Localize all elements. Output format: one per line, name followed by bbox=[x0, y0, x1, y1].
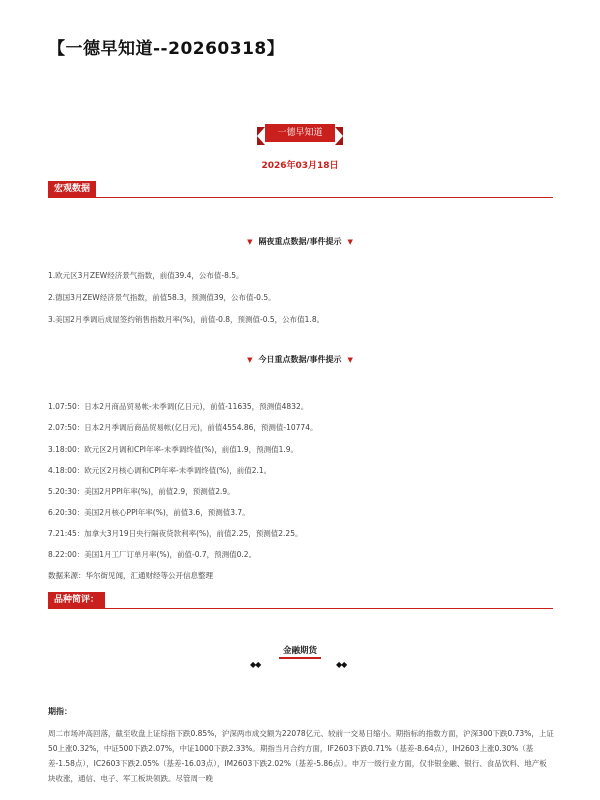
today-item: 1.07:50：日本2月商品贸易帐-未季调(亿日元)，前值-11635，预测值4832。 bbox=[48, 402, 309, 411]
today-heading bbox=[0, 354, 600, 365]
overnight-heading bbox=[0, 236, 600, 247]
today-item: 2.07:50：日本2月季调后商品贸易帐(亿日元)，前值4554.86，预测值-10774。 bbox=[48, 423, 318, 432]
today-item: 6.20:30：美国2月核心PPI年率(%)，前值3.6，预测值3.7。 bbox=[48, 508, 250, 517]
banner-ribbon: 一德早知道 bbox=[265, 124, 334, 142]
today-item: 3.18:00：欧元区2月调和CPI年率-未季调终值(%)，前值1.9，预测值1.9。 bbox=[48, 445, 299, 454]
banner bbox=[0, 124, 600, 146]
report-date: 2026年03月18日 bbox=[261, 161, 339, 171]
overnight-item: 1.欧元区3月ZEW经济景气指数，前值39.4，公布值-8.5。 bbox=[48, 271, 244, 280]
futures-title: 金融期货 bbox=[282, 646, 317, 656]
overnight-item: 2.德国3月ZEW经济景气指数，前值58.3，预测值39，公布值-0.5。 bbox=[48, 293, 276, 302]
data-source: 数据来源：华尔街见闻，汇通财经等公开信息整理 bbox=[48, 571, 213, 580]
varieties-section-tag: 品种简评： bbox=[48, 592, 105, 608]
today-heading-text: 今日重点数据/事件提示 bbox=[258, 355, 342, 364]
futures-underline bbox=[279, 657, 321, 659]
today-item: 4.18:00：欧元区2月核心调和CPI年率-未季调终值(%)，前值2.1。 bbox=[48, 466, 272, 475]
macro-section-header bbox=[48, 181, 553, 198]
triangle-icon: ▼ bbox=[347, 356, 353, 364]
today-item: 5.20:30：美国2月PPI年率(%)，前值2.9，预测值2.9。 bbox=[48, 487, 235, 496]
today-item: 8.22:00：美国1月工厂订单月率(%)，前值-0.7，预测值0.2。 bbox=[48, 550, 257, 559]
diamond-icon: ◆◆ bbox=[336, 660, 347, 669]
today-item: 7.21:45：加拿大3月19日央行隔夜贷款利率(%)，前值2.25，预测值2.25。 bbox=[48, 529, 303, 538]
triangle-icon: ▼ bbox=[247, 356, 253, 364]
overnight-item: 3.美国2月季调后成屋签约销售指数月率(%)，前值-0.8，预测值-0.5，公布值1.8。 bbox=[48, 315, 325, 324]
diamond-icon: ◆◆ bbox=[250, 660, 261, 669]
index-futures-text: 周二市场冲高回落，截至收盘上证综指下跌0.85%，沪深两市成交额为22078亿元、较前一交易日缩小。期指标的指数方面，沪深300下跌0.73%，上证50上涨0.32%，中证500下跌2.07%，中证1000下跌2.33%。期指当月合约方面，IF2603下跌0.71%（基差-8.64点），IH2603上涨0.30%（基差-1.58点），IC2603下跌2.05%（基差-16.03点），IM2603下跌2.02%（基差-5.86点）。申万一级行业方面，仅非银金融、银行、食品饮料、地产板块收涨，通信、电子、军工板块领跌。尽管周一晚 bbox=[48, 729, 554, 783]
page-title: 【一德早知道--20260318】 bbox=[48, 39, 285, 59]
varieties-section-header bbox=[48, 592, 553, 609]
macro-section-tag: 宏观数据 bbox=[48, 181, 96, 197]
index-futures-label: 期指： bbox=[48, 707, 72, 716]
overnight-heading-text: 隔夜重点数据/事件提示 bbox=[258, 237, 342, 246]
triangle-icon: ▼ bbox=[347, 238, 353, 246]
triangle-icon: ▼ bbox=[247, 238, 253, 246]
